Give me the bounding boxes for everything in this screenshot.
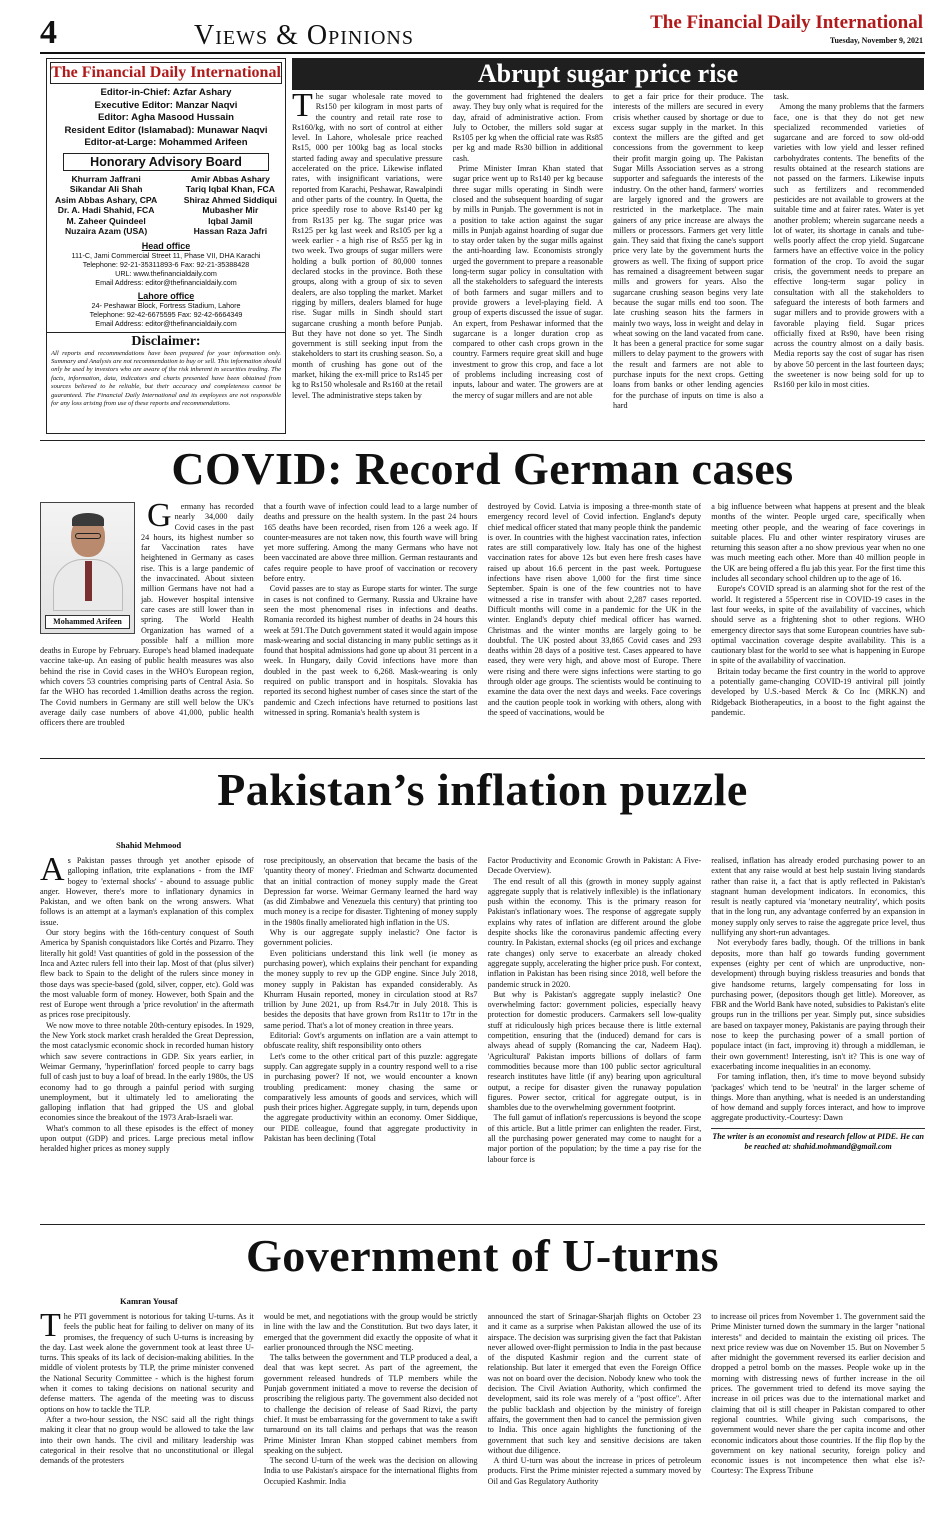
inflation-paragraph: s Pakistan passes through yet another episode of galloping inflation, trite explanations - from the IMF bogey to 'external shocks' - abound to assuage public anger. However, there's more to inflationary dynamics in Pakistan, and we often bank on the wrong answers. What follows is an attempt at a layman's explanation of this complex issue. [40, 856, 254, 927]
inflation-column [711, 856, 925, 1216]
inflation-paragraph: rose precipitously, an observation that became the basis of the 'quantity theory of money'. Friedman and Schwartz documented that an initial contraction of money supply made the Great Depression far worse. Weimar Germany learned the hard way (as did Zimbabwe and Venezuela this century) that printing too much money is a recipe for disaster. Tightening of money supply in the 1980s finally ameliorated high inflation in the US. [263, 856, 478, 927]
covid-article-body [40, 502, 925, 750]
editorial-paper-name: The Financial Daily International [50, 62, 282, 84]
lahore-office-line: 24- Peshawar Block, Fortress Stadium, Lahore [91, 300, 241, 310]
inflation-paragraph: What's common to all these episodes is the effect of money upon output (GDP) and prices. Large precious metal inflow heralded higher prices as money supply [40, 1123, 254, 1154]
board-member: Dr. A. Hadi Shahid, FCA [57, 205, 155, 215]
advisory-board-left [55, 174, 157, 237]
head-office-email[interactable]: Email Address: editor@thefinancialdaily.com [95, 277, 237, 287]
board-member: Khurram Jaffrani [71, 173, 141, 184]
board-member: Iqbal Jamil [208, 215, 253, 226]
editorial-box [46, 58, 286, 434]
covid-paragraph: ermany has recorded nearly 34,000 daily Covid cases in the past 24 hours, its highest number so far Vaccination rates have heightened in Germany as cases rise. This is a large pandemic of the invaccinated. About sixteen million Germans have not had a jab. However hospital intensive care cases are still lower than in spring. The World Health Organization has warned of a possible half a million more deaths in Europe by February. Europe's head blamed inadequate vaccine take-up. An easing of public health measures was also behind the rise in Covid cases in the WHO's European region, which covers 53 countries comprising parts of Central Asia. So far the WHO has recorded 1.4million deaths across the region. The Covid numbers in Germany are still well below the UK's average daily case numbers of above 41,000, public health officers there are troubled [40, 502, 254, 728]
head-office-line: Telephone: 92-21-35311893-6 Fax: 92-21-35388428 [82, 259, 250, 269]
sugar-column [292, 92, 443, 436]
staff-line: Executive Editor: Manzar Naqvi [94, 99, 238, 111]
author-note: The writer is an economist and research fellow at PIDE. He can be reached at: shahid.mohmand@gmail.com [711, 1128, 925, 1152]
uturns-column [40, 1312, 254, 1517]
uturns-article-body [40, 1312, 925, 1517]
paper-name: The Financial Daily International [650, 12, 923, 33]
head-office-url[interactable]: URL: www.thefinancialdaily.com [115, 268, 217, 278]
covid-headline: COVID: Record German cases [171, 443, 794, 494]
sugar-article-body [292, 92, 924, 436]
covid-paragraph: a big influence between what happens at present and the bleak months of the winter. People urged care, specifically when meeting other people, and the wearing of face coverings in suitable places. Flu and other winter respiratory viruses are returning this season after a no show previous year when no one was much meeting each other. More than 40 million people in the UK are being offered a flu jab this year. For the first time this includes all secondary school children up to the age of 16. [711, 502, 925, 584]
sugar-paragraph: the government had frightened the dealers away. They buy only what is required for the day, afraid of administrative action. From July to October, the millers sold sugar at Rs105 per kg when the official rate was Rs85 per kg and made Rs30 billion in additional cash. [452, 92, 603, 163]
head-office-line: 111-C, Jami Commercial Street 11, Phase VII, DHA Karachi [71, 250, 261, 260]
inflation-paragraph: The end result of all this (growth in money supply against aggregate supply that is relatively inflexible) is the inflationary push within the economy. This is the primary reason for Pakistan's inflationary woes. The response of aggregate supply explains why rates of inflation are different around the globe despite shocks like the coronavirus pandemic affecting every country. In Pakistan, external shocks (eg oil prices and exchange rate changes) only serve to exacerbate an already choked aggregate supply, accelerating the higher price push. For context, inflation in Pakistan has been rising since 2018, well before the pandemic struck in 2020. [487, 876, 702, 989]
inflation-paragraph: Why is our aggregate supply inelastic? One factor is government policies. [263, 928, 478, 948]
staff-list [47, 87, 285, 150]
uturns-paragraph: would be met, and negotiations with the group would be strictly in line with the law and the Constitution. But two days later, it emerged that the government did exactly the opposite of what it earlier pronounced through the NSC meeting. [263, 1312, 478, 1352]
uturns-dropcap: T [40, 1312, 61, 1344]
inflation-byline: Shahid Mehmood [116, 840, 182, 850]
inflation-paragraph: Let's come to the other critical part of this puzzle: aggregate supply. Can aggregate supply in a country respond well to a rise in purchasing power? If not, we would encounter a known troubling predicament: money chasing the same or comparatively less amounts of goods and services, which will push their prices higher. Aggregate supply, in turn, depends upon the aggregate productivity within an economy. Omer Siddique, our PIDE colleague, found that aggregate productivity in Pakistan has been declining (Total [263, 1051, 478, 1144]
masthead [0, 0, 945, 52]
covid-paragraph: destroyed by Covid. Latvia is imposing a three-month state of emergency record level of Covid infection. England's deputy chief medical officer stated that many people think the pandemic is over. In countries with the highest vaccination rates, infection rates are still comparatively low. Italy has one of the highest vaccination rates for above 12s but even here fresh cases have raised up about 16.6 percent in the past week. Portuguese infections have risen above 1,000 for the first time since September. Spain is one of the few countries not to have witnessed a rise in transfer with about 2,287 cases reported. Difficult months will come in a pandemic for the UK in the winter. England's deputy chief medical officer has warned. Christmas and the winter months are largely going to be doubtful. The UK posted about 33,865 Covid cases and 293 deaths within 28 days of a positive test. Cases appeared to have eased, they were very high, and above most of Europe. There were rising and there were signs infections were starting to go through older age groups. The scientists would be continuing to examine the data over the next days and weeks. Face coverings and the caution people took in working with others, along with the speed of vaccinations, would be [487, 502, 702, 717]
covid-column [488, 502, 702, 750]
uturns-column [264, 1312, 478, 1517]
sugar-paragraph: he sugar wholesale rate moved to Rs150 per kilogram in most parts of the country and retail rate rose to Rs160/kg, with no sort of control at either level. In Lahore, wholesale price reached Rs15, 000 per 100kg bag as local stocks started fading away and speculative pressure accelerated on the price. Likewise inflated rates, with insignificant variations, were reported from Karachi, Peshawar, Rawalpindi and other parts of the country. In Quetta, the price speedily rose to above Rs140 per kg from Rs135 per kg. The sugar price was Rs125 per kg last week and Rs105 per kg a week earlier - a high rise of Rs55 per kg in two week. Two groups of sugar millers were holding a bulk portion of 80,000 tonnes declared stocks in the province. Both these groups, along with a group of six to seven dealers, are also toppling the market. Market rigging by millers, dealers blamed for huge rise. Sugar mills in Sindh should start sugarcane crushing a month before Punjab. But they have not done so yet. The Sindh government is still seeking input from the stakeholders to start its crushing season. So, a month of crushing has gone out of the market, hiking the ex-mill price to Rs145 per kg to Rs150 wholesale and Rs160 at the retail level. The administrative steps taken by [292, 92, 443, 400]
uturns-paragraph: After a two-hour session, the NSC said all the right things making it clear that no group would be allowed to take the law into their own hands. The civil and military leadership was categorical in their resolve that no unconstitutional or illegal demands of the protesters [40, 1414, 254, 1466]
sugar-paragraph: task. [773, 92, 789, 101]
sugar-headline: Abrupt sugar price rise [292, 58, 924, 90]
covid-column [264, 502, 478, 750]
page-number: 4 [40, 14, 57, 51]
inflation-paragraph: realised, inflation has already eroded purchasing power to an extent that any raise would at best help sustain living standards rather than raise it, a fact that is aptly reflected in Pakistan's stagnant human development indicators. In economics, this result is neatly captured via 'monetary neutrality', which posits that in the long run, any advantage conferred by an expansion in money supply only serves to raise the aggregate price level, thus nullifying any short-run advantages. [711, 856, 925, 938]
uturns-paragraph: he PTI government is notorious for taking U-turns. As it feels the public heat for failing to deliver on many of its promises, the frequency of such U-turns is increasing by the day. Last week alone the government took at least three U-turns. This speaks of its lack of decision-making abilities. In the middle of violent protests by TLP, the prime minister convened the National Security Committee - which is the highest forum when it comes to taking decisions on national security and defense matters. The agenda of the meeting was to discuss options on how to tackle the TLP. [40, 1312, 254, 1414]
staff-line: Editor: Agha Masood Hussain [97, 112, 235, 123]
inflation-column [488, 856, 702, 1216]
board-member: Nuzaira Azam (USA) [64, 226, 148, 236]
author-photo [40, 502, 135, 634]
inflation-paragraph: Not everybody fares badly, though. Of the trillions in bank deposits, more than half go towards funding government expenses (eighty per cent of which are unproductive, non-development) through buying riskless treasuries and bonds that give handsome returns, largely compensating for loss in purchasing power, (depositors though get little). Moreover, as FBR and the World Bank have noted, subsidies to Pakistan's elite groups run in the trillions per year. Simply put, since subsidies are based on taxpayer money, Pakistanis are paying through their nose to keep the purchasing power of a small portion of populace intact (in fact, improving it) through a middleman, ie their own government! Interesting, isn't it? This is one way of exacerbating income inequalities in an economy. [711, 938, 925, 1071]
board-member: Asim Abbas Ashary, CPA [55, 194, 158, 205]
head-office-title: Head office [141, 240, 191, 251]
lahore-office-email[interactable]: Email Address: editor@thefinancialdaily.com [95, 318, 237, 328]
covid-paragraph: Europe's COVID spread is an alarming shot for the rest of the world. It registered a 55percent rise in COVID-19 cases in the last four weeks, in spite of the availability of vaccines, which should serve as a frightening shot to other regions. WHO emergency director says that some European countries have sub-optimal vaccination coverage despite availability. This is a cautionary blast for the world to see what is happening in Europe in spite of the availability of vaccination. [711, 584, 925, 666]
top-rule [40, 52, 925, 54]
uturns-paragraph: The second U-turn of the week was the decision on allowing India to use Pakistan's airspace for the international flights from Occupied Kashmir. India [263, 1456, 478, 1486]
uturns-byline: Kamran Yousaf [120, 1296, 178, 1306]
uturns-paragraph: to increase oil prices from November 1. The government said the Prime Minister turned down the summary in the larger "national interests" and decided to maintain the existing oil prices. The next price review was due on November 15. But on November 5 after midnight the government reversed its earlier decision and dropped a petrol bomb on the masses. People woke up in the morning with distressing news of further increase in the oil prices. The government tried to defend its move saying the increase in oil prices was due to the international market and claiming that oil is still cheaper in Pakistan compared to other regional countries. While giving such comparisons, the government would never share the per capita income and other economic indicators about those countries. If the flip flop by the government on key national security, foreign policy and economic issues is not incompetence then what else is?-Courtesy: The Express Tribune [711, 1312, 925, 1476]
inflation-headline: Pakistan’s inflation puzzle [217, 764, 748, 815]
sugar-dropcap: T [292, 92, 313, 124]
inflation-paragraph: Even politicians understand this link well (ie money as purchasing power), which explains their penchant for expanding the money supply to rev up the GDP engine. Since July 2018, money supply in Pakistan has expanded considerably. As Khurram Husain reported, money in circulation stood at Rs7 trillion by June 2021, up from Rs4.7tr in July 2018. This is besides the deposits that have grown from Rs11tr to 17tr in the same period. That's a lot of money creation in three years. [263, 948, 478, 1030]
section-title: Views & Opinions [194, 20, 414, 51]
covid-column [711, 502, 925, 750]
sugar-paragraph: Prime Minister Imran Khan stated that sugar price went up to Rs140 per kg because three sugar mills operating in Sindh were closed and the subsequent hoarding of sugar by mills in Punjab. The government is not in a position to take action against the sugar mills in Punjab against hoarding of sugar due to stay order taken by the sugar mills against the anti-hoarding law. Economists strongly urged the government to prepare a reasonable long-term sugar policy in consultation with all the stakeholders to safeguard the interests of both farmers and sugar millers and to provide growers a level-playing field. A group of experts discussed the issue of sugar. An expert, from Peshawar informed that the sugarcane is a longer duration crop as compared to other cash crops grown in the country. Farmers require great skill and huge investment to grow this crop, and face a lot of problems including increasing cost of inputs, labour and water. The growers are at the mercy of sugar millers and are not able [452, 164, 603, 400]
inflation-paragraph: We now move to three notable 20th-century episodes. In 1929, the New York stock market crash heralded the Great Depression, the most cataclysmic economic shock in recorded human history which saw severe contractions in GDP. Six years earlier, in Weimar Germany, 'hyperinflation' forced people to carry bags full of cash just to buy a loaf of bread. In the early 1980s, the US economy had to go through a painful period with surging unemployment, but it ultimately led to ameliorating the galloping inflation that had gripped the US and global economies since the breakout of the 1973 Arab-Israeli war. [40, 1020, 254, 1123]
inflation-paragraph: Our story begins with the 16th-century conquest of South America by Spanish conquistadors like Cortés and Pizarro. They literally hit gold! Vast quantities of gold in the possession of the Inca and Aztec rulers fell into their lap. Most of that (plus silver) flew back to Spain to the delight of the rulers since money in those days was specie-based (gold, silver, copper, etc). Gold was the most valuable form of money. However, both Spain and the rest of Europe went through a 'price revolution' in the aftermath as prices rose precipitously. [40, 928, 254, 1020]
inflation-dropcap: A [40, 856, 65, 888]
inflation-paragraph: The full gamut of inflation's repercussions is beyond the scope of this article. But a little primer can enlighten the reader. First, all the purchasing power generated may come to naught for a major portion of the population; by the time a pay rise for the labour force is [487, 1113, 702, 1164]
sugar-column [453, 92, 604, 436]
staff-line: Editor-in-Chief: Azfar Ashary [100, 87, 232, 98]
uturns-paragraph: A third U-turn was about the increase in prices of petroleum products. First the Prime minister rejected a summary moved by Oil and Gas Regulatory Authority [487, 1456, 702, 1486]
inflation-paragraph: But why is Pakistan's aggregate supply inelastic? One overwhelming factor: government policies, especially heavy protection for domestic producers. Carmakers sell low-quality stuff at ridiculously high prices because there is little external competition, ensuring that the (induced) demand for cars is always ahead of supply (Romancing the car, Nadeem Haq). 'Agricultural' Pakistan imports billions of dollars of farm commodities because more than 100 public sector agricultural research institutes have little (if any) bearing upon agricultural output, a recipe for disaster given the runaway population figures. Power sector, critical for aggregate output, is in shambles due to the overwhelming government footprint. [487, 989, 702, 1113]
uturns-column [488, 1312, 702, 1517]
section-divider [40, 440, 925, 441]
section-divider [40, 1224, 925, 1225]
advisory-board-title: Honorary Advisory Board [63, 153, 269, 171]
uturns-paragraph: announced the start of Srinagar-Sharjah flights on October 23 and it came as a surprise when Pakistan allowed the use of its airspace. The decision was surprising given the fact that Pakistan never allowed over-flight permission to India in the past because of the disputed Kashmir region and the current state of relationship. But later it emerged that even the Foreign Office was not on board over the decision. Nobody knew who took the decision. The Civil Aviation Authority, which confirmed the development, said its role was merely of a "post office". After the public backlash and objection by the ministry of foreign affairs, the government then had to cancel the permission given to India. This once again highlights the functioning of the government that such key and sensitive decisions are taken without due diligence. [487, 1312, 702, 1455]
sugar-column [613, 92, 764, 436]
advisory-board [47, 171, 285, 237]
covid-column [40, 502, 254, 750]
board-member: Mubasher Mir [202, 205, 259, 215]
uturns-headline: Government of U-turns [246, 1230, 719, 1281]
issue-date: Tuesday, November 9, 2021 [829, 36, 923, 45]
staff-line: Resident Editor (Islamabad): Munawar Naqvi [64, 124, 268, 136]
lahore-office-title: Lahore office [137, 290, 195, 301]
disclaimer-title: Disclaimer: [47, 332, 285, 350]
inflation-column [40, 856, 254, 1216]
disclaimer-text: All reports and recommendations have been prepared for your information only. Summary and Analysis are not recommendation to buy or sell. This information should only be used by investors who are aware of the risk inherent in securities trading. The facts, information, data, indicators and charts presented have been obtained from sources believed to be reliable, but their accuracy and completeness cannot be guaranteed. The Financial Daily International and its employees are not responsible for any loss arising from use of these reports and recommendations. [51, 349, 281, 407]
board-member: Tariq Iqbal Khan, FCA [185, 184, 275, 194]
uturns-paragraph: The talks between the government and TLP produced a deal, a deal that was kept secret. As part of the agreement, the government released hundreds of TLP members while the Punjab government initiated a move to reverse the decision of proscribing the religious party. The government also decided not to challenge the decision of release of Saad Rizvi, the party chief. It must be embarrassing for the government to take a swift turnaround on its tall claims and perhaps that was the reason Prime Minister Imran Khan stopped cabinet members from speaking on the subject. [263, 1353, 478, 1455]
covid-paragraph: Britain today became the first country in the world to approve a potentially game-changing COVID-19 antiviral pill jointly developed by U.S.-based Merck & Co Inc (MRK.N) and Ridgeback Biotherapeutics, in a boost to the fight against the pandemic. [711, 666, 925, 717]
board-member: Hassan Raza Jafri [193, 226, 268, 236]
sugar-column [774, 92, 925, 436]
board-member: Sikandar Ali Shah [69, 184, 143, 194]
board-member: Amir Abbas Ashary [190, 173, 270, 184]
inflation-paragraph: For taming inflation, then, it's time to move beyond subsidy 'packages' which tend to be 'neutral' in the larger scheme of things. More than anything, what is needed is an understanding of how demand and supply forces interact, and how to improve aggregate productivity.-Courtesy: Dawn [711, 1072, 925, 1123]
sugar-paragraph: Among the many problems that the farmers face, one is that they do not get new specialized recommended varieties of sugarcane and are forced to sow old-odd varieties with low yield and lesser refined carbohydrates contents. The benefits of the results obtained at the research stations are not passed on the farmers. Likewise inputs such as fertilizers and recommended pesticides are not available to growers at the suitable time and at fairer rates. Water is yet another problem; wherein sugarcane needs a lot of water, its shortage in canals and tube-wells poorly affect the crop yield. Sugarcane farmers have an effective voice in the policy formation of the crop. To avoid the sugar crisis, the government needs to prepare an effective long-term sugar policy in consultation with all the stakeholders to safeguard the interests of both farmers and sugar millers and to provide growers with a favorable playing field. Sugar prices officially fixed at Rs90, have been rising across the country almost on a daily basis. Media reports say the cost of sugar has risen by above 50 percent in the last fourteen days; the sweetener is now being sold for up to Rs160 per kilo in most cities. [773, 102, 924, 390]
covid-paragraph: that a fourth wave of infection could lead to a large number of deaths and pressure on the health system. In the past 24 hours 165 deaths have been recorded, risen from 126 a week ago. If counter-measures are not taken now, this fourth wave will bring yet more suffering. Among the many Germans who have not been vaccinated are above three million. German restaurants and cafes require people to have proof of vaccination or recovery before entry. [263, 502, 478, 584]
covid-paragraph: Covid passes are to stay as Europe starts for winter. The surge in cases is not confined to Germany. Russia and Ukraine have seen the most phenomenal rises in infections and deaths. Romania recorded its highest number of deaths in 24 hours this week at 591.The Dutch government stated it would again impose mask-wearing and social distancing in many public settings as it found that hospital admissions had gone up about 31 percent in a week. In Hungary, daily Covid infections have more than doubled in the past week to 6,268. Mask-wearing is only required on public transport and in hospitals. Slovakia has reported its second highest number of cases since the start of the pandemic and Czech infections have returned to positions last witnessed in spring. Romania's health system is [263, 584, 478, 717]
advisory-board-right [184, 174, 277, 237]
covid-dropcap: G [147, 502, 172, 534]
inflation-column [264, 856, 478, 1216]
board-member: Shiraz Ahmed Siddiqui [183, 194, 277, 205]
lahore-office-line: Telephone: 92-42-6675595 Fax: 92-42-6664349 [89, 309, 243, 319]
board-member: M. Zaheer Quindeel [66, 215, 146, 226]
photo-caption: Mohammed Arifeen [45, 615, 130, 629]
inflation-article-body [40, 856, 925, 1216]
inflation-paragraph: Factor Productivity and Economic Growth in Pakistan: A Five-Decade Overview). [487, 856, 702, 876]
staff-line: Editor-at-Large: Mohammed Arifeen [84, 137, 248, 148]
sugar-paragraph: to get a fair price for their produce. The interests of the millers are secured in every crisis whether caused by shortage or due to excess sugar supply in the market. In this context the millers are the gifted and get concessions from the government to keep their profit margin going up. The Pakistan Sugar Mills Association serves as a strong supporter and safeguards the interests of the industry. On the other hand, farmers' worries are largely ignored and the growers are restricted in the marketplace. The main gainers of any price increase are always the millers or processors. Farmers get very little gain. They said that fixing the cane's support price very late by the government hurts the growers as well. The fixing of support price has remained a disagreement between sugar mills and growers for years. Also the sugarcane crushing season begins very late because the sugar mills end too soon. The late crushing season hits the farmers in mainly two ways, loss in weight and delay in wheat sowing on the land vacated from cane. It has been a general practice for some sugar millers to delay payment to the growers with the result and farmers are not able to purchase inputs for the next crops. Getting loans from banks or other lending agencies for the purchase of inputs on time is also a hard [613, 92, 764, 410]
inflation-paragraph: Editorial: Govt's arguments on inflation are a vain attempt to obfuscate reality, shift responsibility onto others [263, 1031, 478, 1051]
section-divider [40, 758, 925, 759]
uturns-column [711, 1312, 925, 1517]
